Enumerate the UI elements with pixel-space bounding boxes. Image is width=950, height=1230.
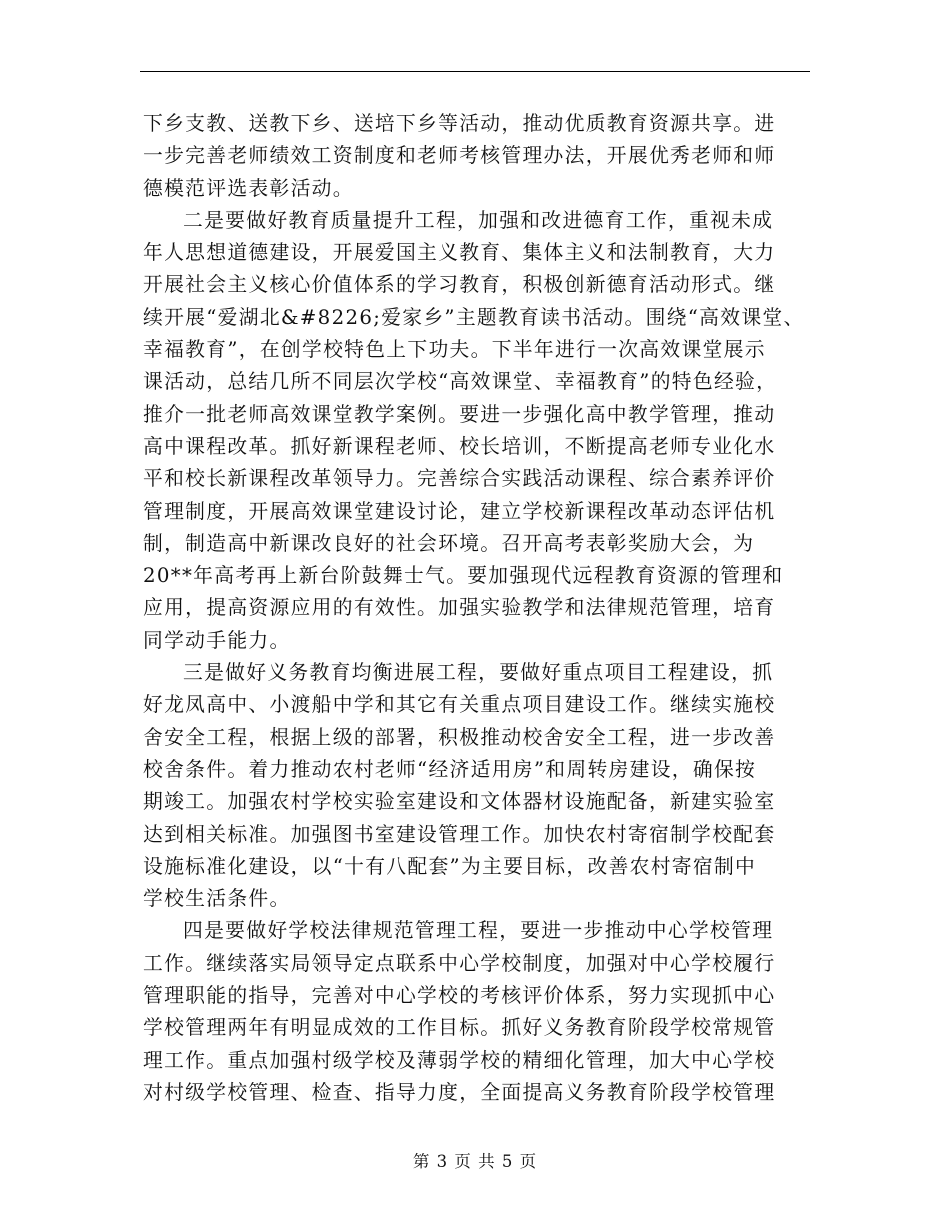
text-line: 管理职能的指导，完善对中心学校的考核评价体系，努力实现抓中心 xyxy=(143,984,776,1008)
text-line: 幸福教育”，在创学校特色上下功夫。下半年进行一次高效课堂展示 xyxy=(143,338,766,362)
text-line: 应用，提高资源应用的有效性。加强实验教学和法律规范管理，培育 xyxy=(143,596,776,620)
text-line: 校舍条件。着力推动农村老师“经济适用房”和周转房建设，确保按 xyxy=(143,757,757,781)
text-line: 达到相关标准。加强图书室建设管理工作。加快农村寄宿制学校配套 xyxy=(143,822,776,846)
paragraph-start-line: 二是要做好教育质量提升工程，加强和改进德育工作，重视未成 xyxy=(183,208,774,232)
text-line: 下乡支教、送教下乡、送培下乡等活动，推动优质教育资源共享。进 xyxy=(143,112,776,135)
text-line: 推介一批老师高效课堂教学案例。要进一步强化高中教学管理，推动 xyxy=(143,402,776,426)
text-line: 高中课程改革。抓好新课程老师、校长培训，不断提高老师专业化水 xyxy=(143,434,776,458)
text-line: 对村级学校管理、检查、指导力度，全面提高义务教育阶段学校管理 xyxy=(143,1080,776,1104)
text-line: 同学动手能力。 xyxy=(143,628,291,652)
text-line: 管理制度，开展高效课堂建设讨论，建立学校新课程改革动态评估机 xyxy=(143,499,776,523)
header-rule xyxy=(140,71,810,72)
document-body xyxy=(143,108,807,1109)
text-line: 舍安全工程，根据上级的部署，积极推动校舍安全工程，进一步改善 xyxy=(143,725,776,749)
text-line: 20**年高考再上新台阶鼓舞士气。要加强现代远程教育资源的管理和 xyxy=(143,564,784,588)
text-line: 学校管理两年有明显成效的工作目标。抓好义务教育阶段学校常规管 xyxy=(143,1016,776,1040)
paragraph-start-line: 四是要做好学校法律规范管理工程，要进一步推动中心学校管理 xyxy=(183,919,774,943)
text-line: 年人思想道德建设，开展爱国主义教育、集体主义和法制教育，大力 xyxy=(143,241,776,265)
text-line: 一步完善老师绩效工资制度和老师考核管理办法，开展优秀老师和师 xyxy=(143,144,776,168)
text-line: 续开展“爱湖北&#8226;爱家乡”主题教育读书活动。围绕“高效课堂、 xyxy=(143,305,805,329)
text-line: 期竣工。加强农村学校实验室建设和文体器材设施配备，新建实验室 xyxy=(143,790,776,814)
text-line: 学校生活条件。 xyxy=(143,887,291,911)
paragraph-start-line: 三是做好义务教育均衡进展工程，要做好重点项目工程建设，抓 xyxy=(183,661,774,685)
page-number: 第 3 页 共 5 页 xyxy=(412,1152,538,1171)
text-line: 理工作。重点加强村级学校及薄弱学校的精细化管理，加大中心学校 xyxy=(143,1048,776,1072)
text-line: 开展社会主义核心价值体系的学习教育，积极创新德育活动形式。继 xyxy=(143,273,776,297)
text-line: 平和校长新课程改革领导力。完善综合实践活动课程、综合素养评价 xyxy=(143,467,776,491)
text-line: 设施标准化建设，以“十有八配套”为主要目标，改善农村寄宿制中 xyxy=(143,854,757,878)
text-line: 课活动，总结几所不同层次学校“高效课堂、幸福教育”的特色经验， xyxy=(143,370,778,394)
text-line: 工作。继续落实局领导定点联系中心学校制度，加强对中心学校履行 xyxy=(143,951,776,975)
text-line: 制，制造高中新课改良好的社会环境。召开高考表彰奖励大会，为 xyxy=(143,531,755,555)
text-line: 德模范评选表彰活动。 xyxy=(143,176,354,200)
text-line: 好龙凤高中、小渡船中学和其它有关重点项目建设工作。继续实施校 xyxy=(143,693,776,717)
